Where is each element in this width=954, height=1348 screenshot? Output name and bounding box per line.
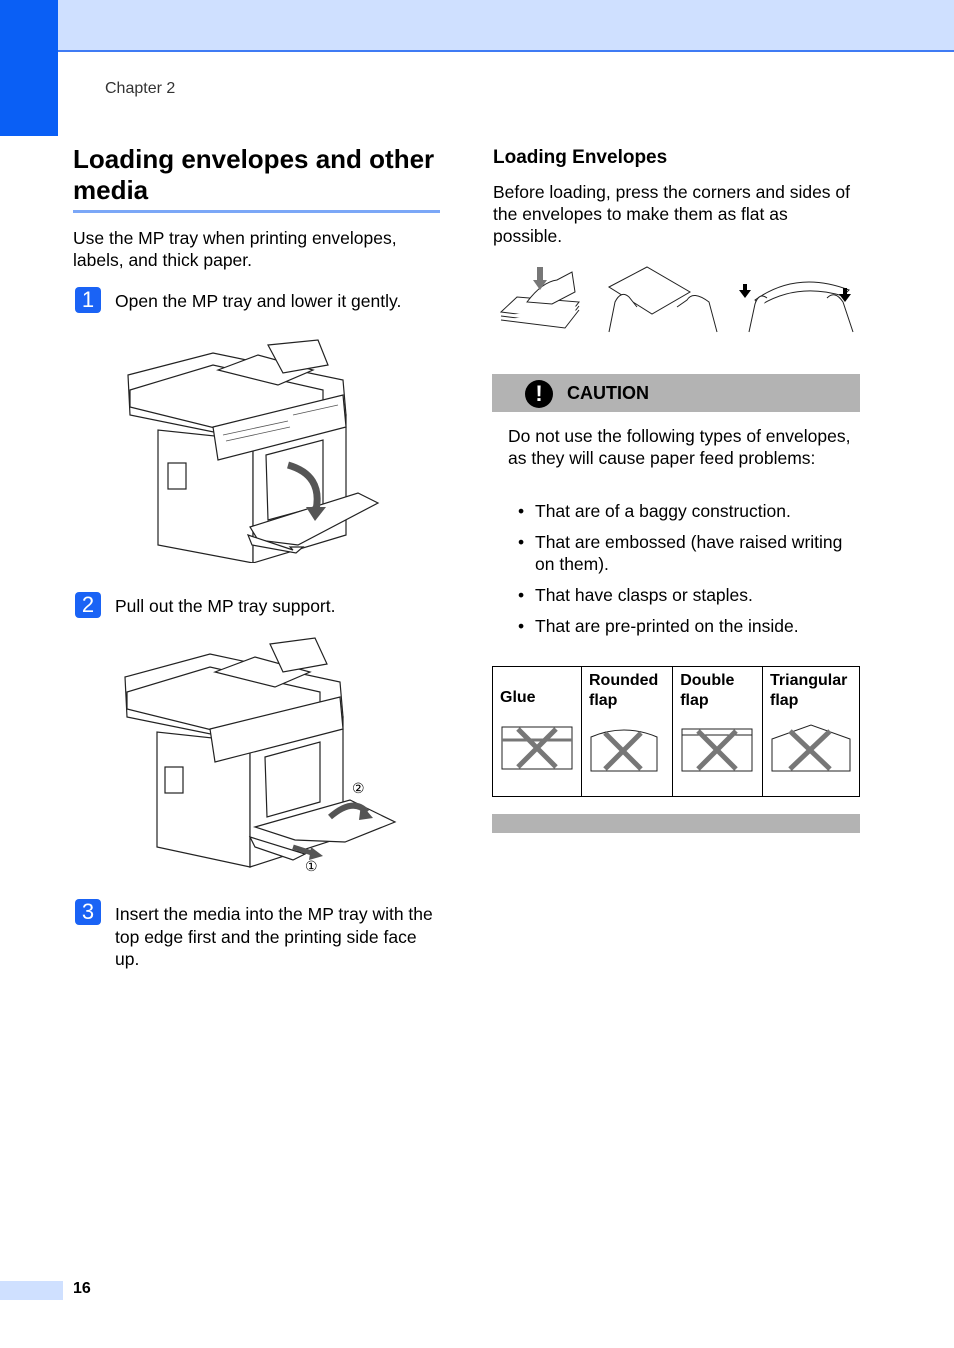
double-flap-envelope-crossed-icon xyxy=(680,727,754,773)
rounded-flap-cell: Rounded flap xyxy=(582,667,673,797)
envelope-types-table xyxy=(492,666,860,797)
list-item: • That have clasps or staples. xyxy=(518,585,753,605)
triangular-flap-envelope-crossed-icon xyxy=(770,723,852,773)
list-item: • That are embossed (have raised writing on them). xyxy=(518,532,843,574)
caution-bullet-list xyxy=(518,500,863,646)
step-3-text: Insert the media into the MP tray with the top edge first and the printing side face up. xyxy=(115,904,433,969)
section-title: Loading envelopes and other media xyxy=(73,144,435,205)
printer-open-tray-illustration xyxy=(118,335,380,563)
step-2-text: Pull out the MP tray support. xyxy=(115,596,336,616)
envelope-prep-text: Before loading, press the corners and sides of the envelopes to make them as flat as possible. xyxy=(493,182,851,246)
rounded-flap-envelope-crossed-icon xyxy=(589,727,659,773)
page-number-tab xyxy=(0,1281,63,1300)
step-1-badge: 1 xyxy=(75,287,101,313)
glue-envelope-crossed-icon xyxy=(500,725,574,771)
double-flap-cell: Double flap xyxy=(673,667,763,797)
callout-2: ② xyxy=(352,780,365,796)
header-band xyxy=(0,0,954,52)
printer-tray-support-illustration xyxy=(115,632,400,880)
page-number: 16 xyxy=(73,1280,91,1297)
list-item: • That are pre-printed on the inside. xyxy=(518,616,799,636)
chapter-tab xyxy=(0,0,58,136)
step-1-text: Open the MP tray and lower it gently. xyxy=(115,291,402,311)
callout-1: ① xyxy=(305,858,318,874)
step-2-badge: 2 xyxy=(75,592,101,618)
triangular-flap-cell: Triangular flap xyxy=(763,667,860,797)
chapter-label: Chapter 2 xyxy=(105,80,176,97)
list-item: • That are of a baggy construction. xyxy=(518,501,791,521)
caution-label: CAUTION xyxy=(567,383,649,403)
caution-icon: ! xyxy=(525,380,553,408)
title-rule xyxy=(73,210,440,213)
glue-cell: Glue xyxy=(493,667,582,797)
caution-text: Do not use the following types of envelopes, as they will cause paper feed problems: xyxy=(508,426,851,468)
flatten-envelopes-illustration xyxy=(497,262,857,337)
intro-text: Use the MP tray when printing envelopes, labels, and thick paper. xyxy=(73,228,397,270)
caution-footer-bar xyxy=(492,814,860,833)
step-3-badge: 3 xyxy=(75,899,101,925)
subsection-title: Loading Envelopes xyxy=(493,147,668,168)
